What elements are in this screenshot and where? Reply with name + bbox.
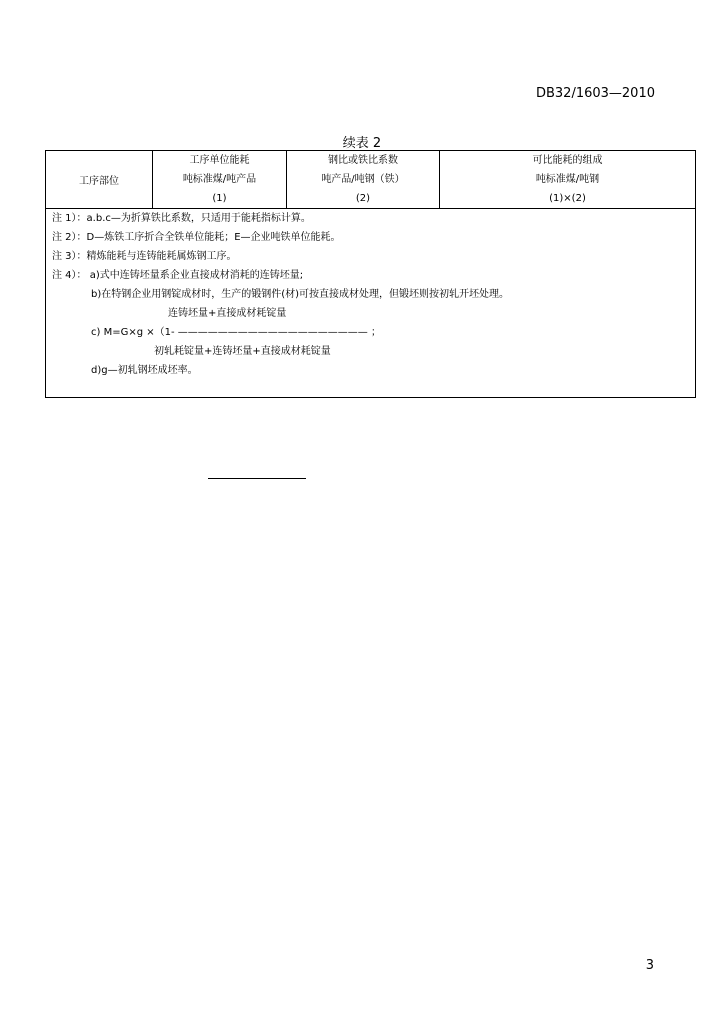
header-comparable-index: (1)×(2) — [549, 193, 586, 204]
notes-cell — [46, 209, 696, 398]
header-ratio-index: (2) — [355, 193, 371, 204]
header-process-section-label: 工序部位 — [79, 176, 119, 187]
page-number: 3 — [645, 958, 654, 973]
header-unit-energy-unit: 吨标准煤/吨产品 — [182, 174, 257, 185]
table-notes-row — [46, 209, 696, 398]
note-4c-denominator: 初轧耗锭量+连铸坯量+直接成材耗锭量 — [154, 346, 331, 357]
note-4c-numerator: 连铸坯量+直接成材耗锭量 — [168, 308, 287, 319]
header-ratio-title: 钢比或铁比系数 — [328, 155, 398, 166]
note-1: 注 1）：a.b.c—为折算铁比系数，只适用于能耗指标计算。 — [52, 213, 311, 224]
table-header-row — [46, 151, 696, 209]
end-rule — [208, 478, 306, 479]
energy-table — [45, 150, 696, 398]
header-unit-energy-title: 工序单位能耗 — [189, 155, 250, 166]
note-4c-formula: c) M=G×g ×（1- ——————————————————— ； — [91, 327, 381, 338]
header-ratio-coefficient — [287, 151, 440, 209]
header-comparable-unit: 吨标准煤/吨钢 — [535, 174, 600, 185]
note-2: 注 2）：D—炼铁工序折合全铁单位能耗；E—企业吨铁单位能耗。 — [52, 232, 341, 243]
header-unit-energy-index: (1) — [212, 193, 227, 204]
header-unit-energy — [153, 151, 287, 209]
note-4d: d)g—初轧钢坯成坯率。 — [91, 365, 198, 376]
header-comparable-energy — [440, 151, 696, 209]
standard-code: DB32/1603—2010 — [535, 86, 655, 101]
header-process-section — [46, 151, 153, 209]
header-ratio-unit: 吨产品/吨钢（铁） — [321, 174, 405, 185]
note-3: 注 3）：精炼能耗与连铸能耗属炼钢工序。 — [52, 251, 237, 262]
note-4a: 注 4）： a)式中连铸坯量系企业直接成材消耗的连铸坯量; — [52, 270, 304, 281]
note-4b: b)在特钢企业用钢锭成材时，生产的锻钢件(材)可按直接成材处理，但锻坯则按初轧开坯处理。 — [91, 289, 510, 300]
header-comparable-title: 可比能耗的组成 — [532, 155, 603, 166]
table-caption: 续表 2 — [342, 136, 382, 151]
